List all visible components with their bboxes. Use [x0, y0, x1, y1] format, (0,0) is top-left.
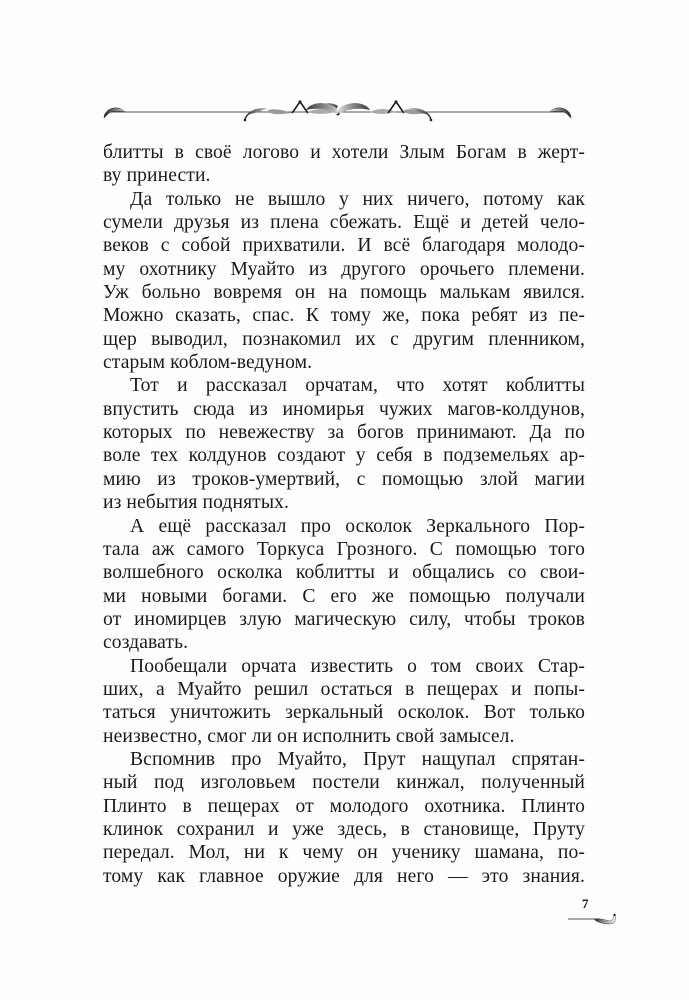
- text-line: волшебного осколка коблитты и общались со свои-: [103, 562, 585, 584]
- text-line: тала аж самого Торкуса Грозного. С помощью того: [103, 538, 585, 560]
- text-line: Плинто в пещерах от молодого охотника. Плинто: [103, 795, 585, 817]
- text-line: Уж больно вовремя он на помощь малькам явился.: [103, 282, 585, 304]
- footer-curl: [594, 915, 616, 924]
- text-line: передал. Мол, ни к чему он ученику шамана, по-: [103, 842, 585, 864]
- text-line: ми новыми богами. С его же помощью получали: [103, 585, 585, 607]
- text-line: сумели друзья из плена сбежать. Ещё и детей чело-: [103, 212, 585, 234]
- text-line: Можно сказать, спас. К тому же, пока ребят из пе-: [103, 305, 585, 327]
- paragraph-first-line: Тот и рассказал орчатам, что хотят коблитты: [130, 375, 585, 397]
- center-flourish: [244, 100, 433, 121]
- paragraph-first-line: Да только не вышло у них ничего, потому как: [130, 188, 585, 210]
- text-line: ших, а Муайто решил остаться в пещерах и попы-: [103, 678, 585, 700]
- body-text: [103, 141, 585, 888]
- text-line: из небытия поднятых.: [103, 492, 290, 514]
- text-line: от иномирцев злую магическую силу, чтобы троков: [103, 608, 585, 630]
- left-curl: [104, 108, 125, 118]
- right-curl: [550, 108, 571, 118]
- text-line: создавать.: [103, 632, 189, 654]
- text-line: блитты в своё логово и хотели Злым Богам в жерт-: [103, 142, 585, 163]
- text-line: веков с собой прихватили. И всё благодаря молодо-: [103, 235, 585, 257]
- text-line: неизвестно, смог ли он исполнить свой замысел.: [103, 725, 515, 747]
- text-line: впустить сюда из иномирья чужих магов-колдунов,: [103, 398, 585, 420]
- text-line: щер выводил, познакомил их с другим пленником,: [103, 328, 585, 350]
- paragraph-first-line: Вспомнив про Муайто, Прут нащупал спрятан-: [130, 748, 585, 770]
- text-line: тому как главное оружие для него — это знания.: [103, 865, 585, 887]
- text-line: старым коблом-ведуном.: [103, 352, 313, 374]
- paragraph-first-line: Пообещали орчата известить о том своих Стар-: [130, 655, 585, 677]
- text-line: му охотнику Муайто из другого орочьего племени.: [103, 258, 585, 280]
- text-line: ный под изголовьем постели кинжал, полученный: [103, 772, 585, 794]
- paragraph-first-line: А ещё рассказал про осколок Зеркального Пор-: [130, 515, 585, 537]
- footer-flourish-ornament: [564, 910, 619, 930]
- text-line: воле тех колдунов создают у себя в подземельях ар-: [103, 445, 585, 467]
- header-flourish-ornament: [100, 96, 575, 126]
- text-line: мию из троков-умертвий, с помощью злой магии: [103, 468, 585, 490]
- page-number: 7: [582, 896, 589, 911]
- text-line: ву принести.: [103, 165, 211, 187]
- text-line: которых по невежеству за богов принимают. Да по: [103, 422, 585, 444]
- text-line: таться уничтожить зеркальный осколок. Вот только: [103, 702, 585, 724]
- text-line: клинок сохранил и уже здесь, в становище, Пруту: [103, 818, 585, 840]
